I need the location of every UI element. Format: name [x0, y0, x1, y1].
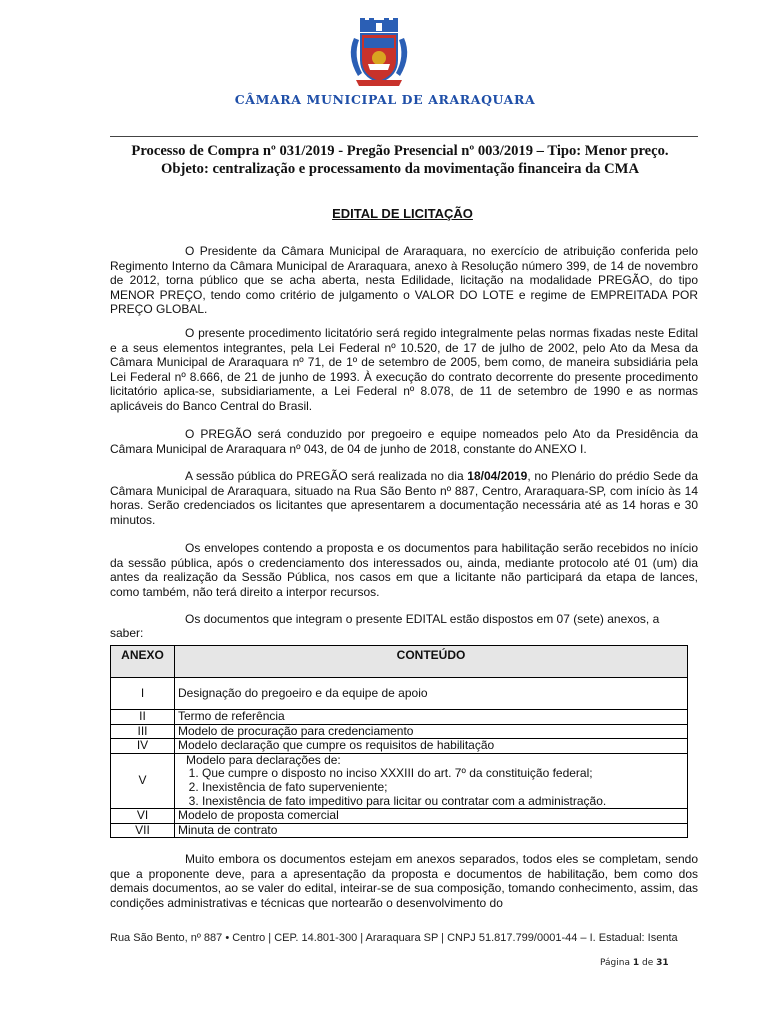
annex-number: I: [111, 678, 175, 710]
column-header-annex: ANEXO: [111, 646, 175, 678]
annex-content: [175, 753, 688, 808]
process-title: [95, 142, 705, 178]
paragraph-annexes-intro-cont: saber:: [110, 626, 144, 640]
session-text-before: A sessão pública do PREGÃO será realizada no dia: [185, 469, 468, 483]
session-text-after: , no Plenário do prédio Sede da Câmara Municipal de Araraquara, situado na Rua São Bento nº 887, Centro, Araraquara-SP, com início às 14 horas. Serão credenciados os licitantes que apresentarem a documentação necessária até as 14 horas e 30 minutos.: [110, 469, 698, 527]
list-item: 3. Inexistência de fato impeditivo para licitar ou contratar com a administração.: [202, 795, 684, 809]
list-item: 1. Que cumpre o disposto no inciso XXXIII do art. 7º da constituição federal;: [202, 767, 684, 781]
paragraph-annexes-intro: Os documentos que integram o presente EDITAL estão dispostos em 07 (sete) anexos, a: [185, 612, 660, 626]
annex-number: II: [111, 710, 175, 725]
organization-name: CÂMARA MUNICIPAL DE ARARAQUARA: [234, 92, 536, 107]
table-row: [111, 753, 688, 808]
annex-content: Modelo de proposta comercial: [175, 809, 688, 824]
paragraph-legal-basis: O presente procedimento licitatório será regido integralmente pelas normas fixadas neste Edital e a seus elementos integrantes, pela Lei Federal nº 10.520, de 17 de julho de 2002, pelo Ato da Mesa da Câmara Municipal de Araraquara nº 71, de 1º de setembro de 2005, bem como, de maneira subsidiária pela Lei Federal nº 8.666, de 21 de junho de 1993. À execução do contrato decorrente do presente procedimento licitatório aplica-se, subsidiariamente, a Lei Federal nº 8.078, de 11 de setembro de 1990 e as normas aplicáveis do Banco Central do Brasil.: [110, 326, 698, 413]
paragraph-pregoeiro: O PREGÃO será conduzido por pregoeiro e equipe nomeados pelo Ato da Presidência da Câmara Municipal de Araraquara nº 043, de 04 de junho de 2018, constante do ANEXO I.: [110, 427, 698, 456]
annex-table: [110, 645, 688, 838]
annex-content: Modelo de procuração para credenciamento: [175, 724, 688, 739]
page-word: Página: [600, 958, 630, 968]
table-row: [111, 823, 688, 838]
page-total: 31: [656, 958, 669, 968]
municipal-coat-of-arms-icon: [344, 18, 414, 88]
table-row: [111, 724, 688, 739]
list-item: 2. Inexistência de fato superveniente;: [202, 781, 684, 795]
annex-number: VI: [111, 809, 175, 824]
table-header-row: [111, 646, 688, 678]
table-row: [111, 739, 688, 754]
process-line-2: Objeto: centralização e processamento da movimentação financeira da CMA: [161, 161, 639, 177]
table-row: [111, 809, 688, 824]
annex-number: V: [111, 753, 175, 808]
annex-content: Minuta de contrato: [175, 823, 688, 838]
column-header-content: CONTEÚDO: [175, 646, 688, 678]
page-current: 1: [632, 958, 640, 968]
declarations-intro: Modelo para declarações de:: [186, 752, 341, 767]
edital-heading: EDITAL DE LICITAÇÃO: [332, 206, 473, 221]
table-row: [111, 678, 688, 710]
footer-address: Rua São Bento, nº 887 • Centro | CEP. 14.801-300 | Araraquara SP | CNPJ 51.817.799/0001-44 – I. Estadual: Isenta: [110, 932, 678, 944]
page-of-word: de: [642, 958, 654, 968]
process-line-1: Processo de Compra nº 031/2019 - Pregão Presencial nº 003/2019 – Tipo: Menor preço.: [131, 143, 669, 159]
declarations-list: [178, 767, 684, 808]
annex-number: IV: [111, 739, 175, 754]
paragraph-intro: O Presidente da Câmara Municipal de Araraquara, no exercício de atribuição conferida pelo Regimento Interno da Câmara Municipal de Araraquara, anexo à Resolução número 399, de 14 de novembro de 2012, torna público que se acha aberta, nesta Edilidade, licitação na modalidade PREGÃO, do tipo MENOR PREÇO, tendo como critério de julgamento o VALOR DO LOTE e regime de EMPREITADA POR PREÇO GLOBAL.: [110, 244, 698, 317]
page-number: [600, 958, 669, 968]
annex-content: Modelo declaração que cumpre os requisitos de habilitação: [175, 739, 688, 754]
annex-content: Designação do pregoeiro e da equipe de apoio: [175, 678, 688, 710]
session-date: 18/04/2019: [467, 469, 528, 483]
table-row: [111, 710, 688, 725]
header-divider: [110, 136, 698, 137]
annex-number: VII: [111, 823, 175, 838]
paragraph-envelopes: Os envelopes contendo a proposta e os documentos para habilitação serão recebidos no início da sessão pública, após o credenciamento dos interessados ou, ainda, mediante protocolo até 01 (um) dia antes da realização da Sessão Pública, nos casos em que a licitante não participará da etapa de lances, como também, não terá direito a interpor recursos.: [110, 541, 698, 599]
paragraph-completeness: Muito embora os documentos estejam em anexos separados, todos eles se completam, sendo que a proponente deve, para a apresentação da proposta e documentos de habilitação, bem como dos demais documentos, ao se valer do edital, inteirar-se de sua composição, tomando conhecimento, assim, das condições administrativas e técnicas que nortearão o desenvolvimento do: [110, 852, 698, 910]
paragraph-session: [110, 469, 698, 527]
annex-number: III: [111, 724, 175, 739]
annex-content: Termo de referência: [175, 710, 688, 725]
